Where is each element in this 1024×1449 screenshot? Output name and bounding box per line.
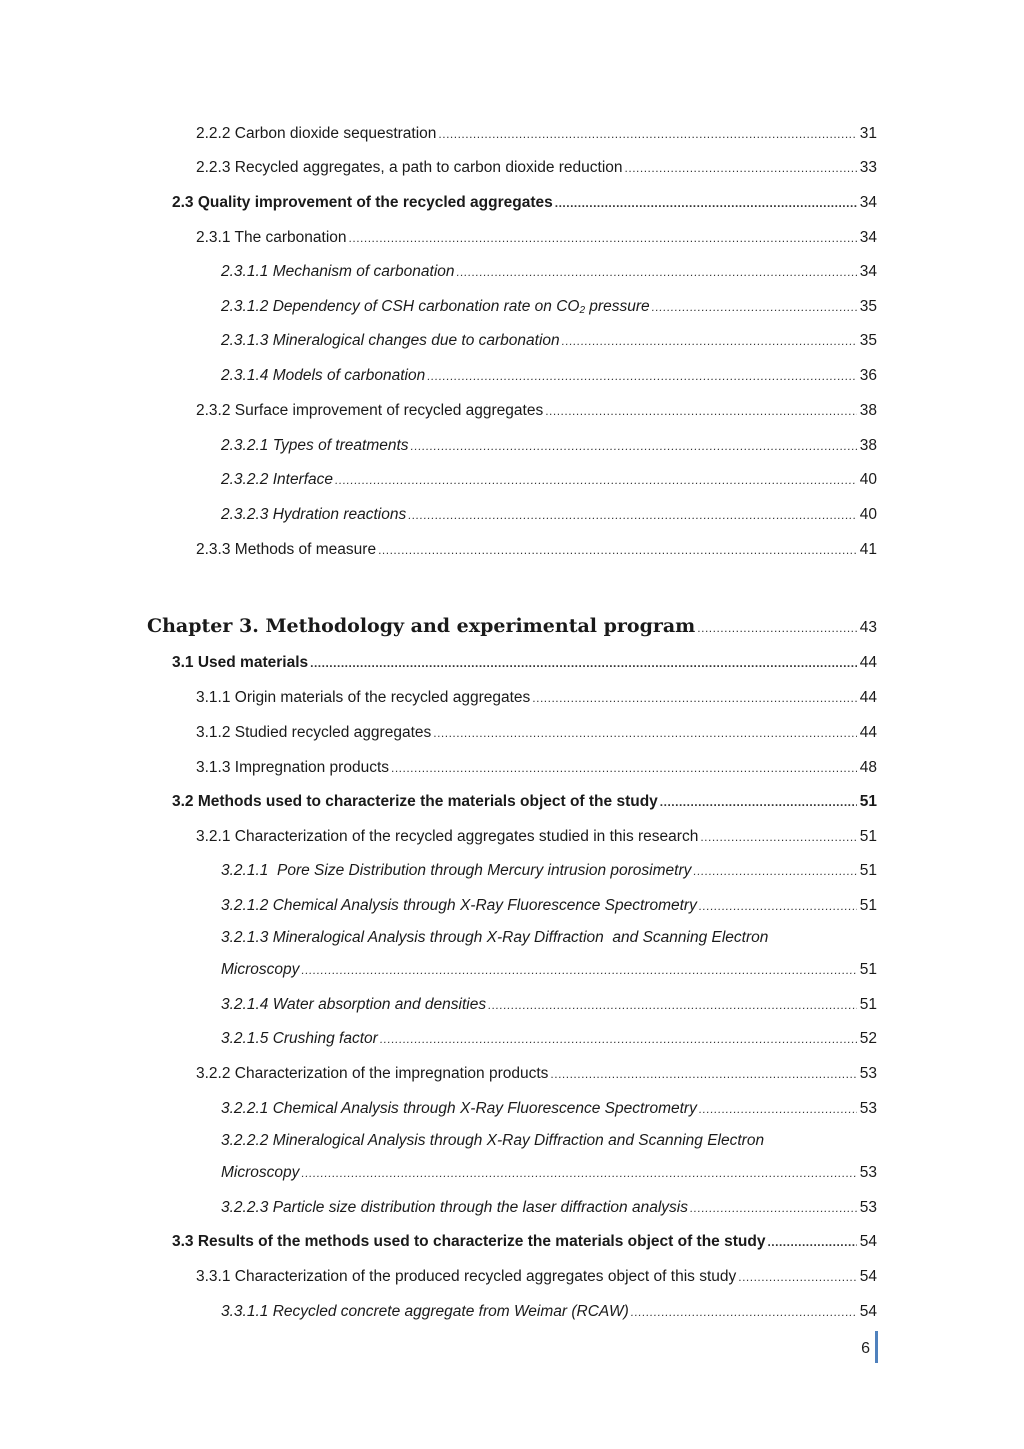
dot-leader (408, 505, 857, 525)
toc-entry-first-line: 3.2.1.3 Mineralogical Analysis through X-Ray Diffraction and Scanning Electron (221, 929, 769, 946)
dot-leader (301, 1163, 857, 1183)
toc-entry[interactable]: 3.2.2 Characterization of the impregnation products ..... 53 (196, 1064, 877, 1084)
toc-entry[interactable]: 2.3.1.3 Mineralogical changes due to carbonation ..... 35 (221, 331, 877, 351)
dot-leader (690, 1198, 857, 1218)
dot-leader (700, 827, 857, 847)
toc-entry[interactable]: 3.1.3 Impregnation products ..... 48 (196, 758, 877, 778)
toc-section-entry[interactable]: 3.3 Results of the methods used to characterize the materials object of the study ..... 54 (172, 1232, 877, 1252)
dot-leader (378, 540, 857, 560)
toc-entry[interactable]: 3.2.1.1 Pore Size Distribution through Mercury intrusion porosimetry ..... 51 (221, 861, 877, 881)
dot-leader (562, 331, 857, 351)
dot-leader (697, 618, 857, 638)
dot-leader (738, 1267, 857, 1287)
dot-leader (335, 470, 857, 490)
toc-entry[interactable]: 3.3.1.1 Recycled concrete aggregate from Weimar (RCAW) ..... 54 (221, 1302, 877, 1322)
dot-leader (767, 1232, 857, 1252)
dot-leader (699, 896, 857, 916)
page-number: 6 (861, 1340, 870, 1357)
toc-entry[interactable]: 3.2.2.1 Chemical Analysis through X-Ray Fluorescence Spectrometry ..... 53 (221, 1099, 877, 1119)
dot-leader (380, 1029, 857, 1049)
dot-leader (550, 1064, 857, 1084)
toc-entry-first-line: 3.2.2.2 Mineralogical Analysis through X-Ray Diffraction and Scanning Electron (221, 1132, 765, 1149)
toc-entry[interactable]: 2.3.1.2 Dependency of CSH carbonation rate on $CO_2$ pressure ..... 35 (221, 297, 877, 317)
dot-leader (310, 653, 857, 673)
toc-entry[interactable]: 3.1.2 Studied recycled aggregates ..... 44 (196, 723, 877, 743)
toc-entry[interactable]: 2.3.3 Methods of measure ..... 41 (196, 540, 877, 560)
dot-leader (631, 1302, 857, 1322)
toc-entry[interactable]: 2.3.2 Surface improvement of recycled aggregates ..... 38 (196, 401, 877, 421)
dot-leader (555, 193, 857, 213)
page-number-accent-bar (875, 1331, 878, 1363)
dot-leader (693, 861, 857, 881)
dot-leader (433, 723, 857, 743)
toc-entry[interactable]: 3.2.1.5 Crushing factor ..... 52 (221, 1029, 877, 1049)
dot-leader (411, 436, 857, 456)
toc-entry[interactable]: 3.1.1 Origin materials of the recycled aggregates ..... 44 (196, 688, 877, 708)
dot-leader (545, 401, 857, 421)
toc-entry[interactable]: 3.3.1 Characterization of the produced recycled aggregates object of this study ..... 54 (196, 1267, 877, 1287)
dot-leader (438, 124, 857, 144)
dot-leader (625, 158, 857, 178)
toc-entry[interactable]: Microscopy ..... 51 (221, 960, 877, 980)
dot-leader (349, 228, 857, 248)
dot-leader (301, 960, 857, 980)
toc-entry[interactable]: 3.2.1.2 Chemical Analysis through X-Ray Fluorescence Spectrometry ..... 51 (221, 896, 877, 916)
dot-leader (699, 1099, 857, 1119)
toc-entry[interactable]: 2.3.2.2 Interface ..... 40 (221, 470, 877, 490)
dot-leader (391, 758, 857, 778)
toc-entry[interactable]: 2.3.2.1 Types of treatments ..... 38 (221, 436, 877, 456)
dot-leader (652, 297, 857, 317)
toc-section-entry[interactable]: 2.3 Quality improvement of the recycled aggregates ..... 34 (172, 193, 877, 213)
toc-entry[interactable]: 2.3.1 The carbonation ..... 34 (196, 228, 877, 248)
dot-leader (427, 366, 857, 386)
dot-leader (457, 262, 858, 282)
toc-entry[interactable]: 2.3.1.1 Mechanism of carbonation ..... 34 (221, 262, 877, 282)
toc-entry[interactable]: 3.2.1.4 Water absorption and densities ..... 51 (221, 995, 877, 1015)
toc-entry[interactable]: 2.3.1.4 Models of carbonation ..... 36 (221, 366, 877, 386)
toc-section-entry[interactable]: 3.2 Methods used to characterize the materials object of the study ..... 51 (172, 792, 877, 812)
toc-entry[interactable]: 3.2.2.3 Particle size distribution through the laser diffraction analysis ..... 53 (221, 1198, 877, 1218)
toc-entry[interactable]: 2.2.2 Carbon dioxide sequestration ..... 31 (196, 124, 877, 144)
dot-leader (532, 688, 857, 708)
toc-entry[interactable]: 3.2.1 Characterization of the recycled aggregates studied in this research ..... 51 (196, 827, 877, 847)
dot-leader (488, 995, 857, 1015)
dot-leader (660, 792, 857, 812)
toc-entry[interactable]: 2.3.2.3 Hydration reactions ..... 40 (221, 505, 877, 525)
toc-section-entry[interactable]: 3.1 Used materials ..... 44 (172, 653, 877, 673)
toc-chapter-entry[interactable]: Chapter 3. Methodology and experimental program ..... 43 (147, 616, 877, 638)
toc-entry[interactable]: Microscopy ..... 53 (221, 1163, 877, 1183)
toc-entry[interactable]: 2.2.3 Recycled aggregates, a path to carbon dioxide reduction ..... 33 (196, 158, 877, 178)
